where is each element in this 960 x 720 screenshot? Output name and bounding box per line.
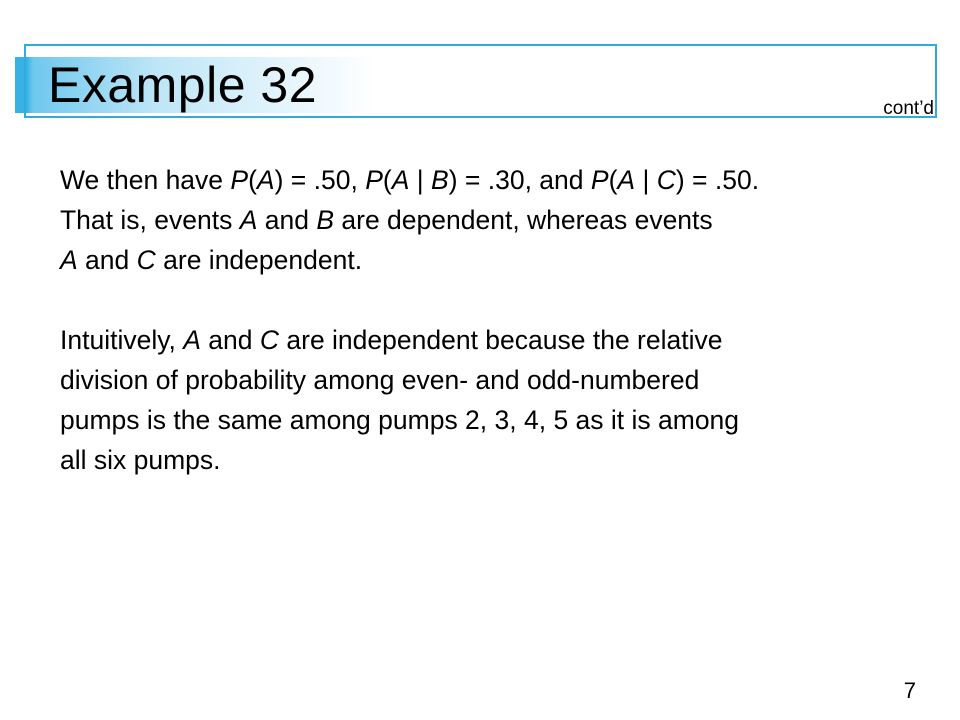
text-line: division of probability among even- and odd-numbered — [60, 365, 700, 395]
math-variable: C — [259, 325, 280, 355]
continued-label: cont’d — [883, 98, 934, 119]
paragraph-1 — [60, 160, 910, 280]
math-variable: A — [60, 245, 78, 275]
math-variable: C — [136, 245, 156, 275]
math-variable: A — [239, 205, 258, 235]
text-line: Intuitively, A and C are independent because the relative — [60, 325, 723, 355]
math-variable: A — [256, 165, 275, 195]
math-variable: A — [617, 165, 636, 195]
math-variable: A — [391, 165, 410, 195]
text-line: A and C are independent. — [60, 245, 363, 275]
math-variable: B — [316, 205, 335, 235]
page-number: 7 — [903, 678, 916, 703]
text-line: all six pumps. — [60, 445, 221, 475]
text-line: We then have P(A) = .50, P(A | B) = .30, and P(A | C) = .50. — [60, 165, 760, 195]
math-variable: B — [431, 165, 449, 195]
paragraph-2 — [60, 320, 910, 480]
math-variable: P — [590, 165, 609, 195]
math-variable: P — [230, 165, 249, 195]
math-variable: C — [656, 165, 676, 195]
text-line: pumps is the same among pumps 2, 3, 4, 5 as it is among — [60, 405, 740, 435]
slide-body — [60, 160, 910, 520]
text-line: That is, events A and B are dependent, whereas events — [60, 205, 713, 235]
math-variable: A — [183, 325, 201, 355]
slide-title: Example 32 — [48, 57, 318, 113]
math-variable: P — [365, 165, 383, 195]
